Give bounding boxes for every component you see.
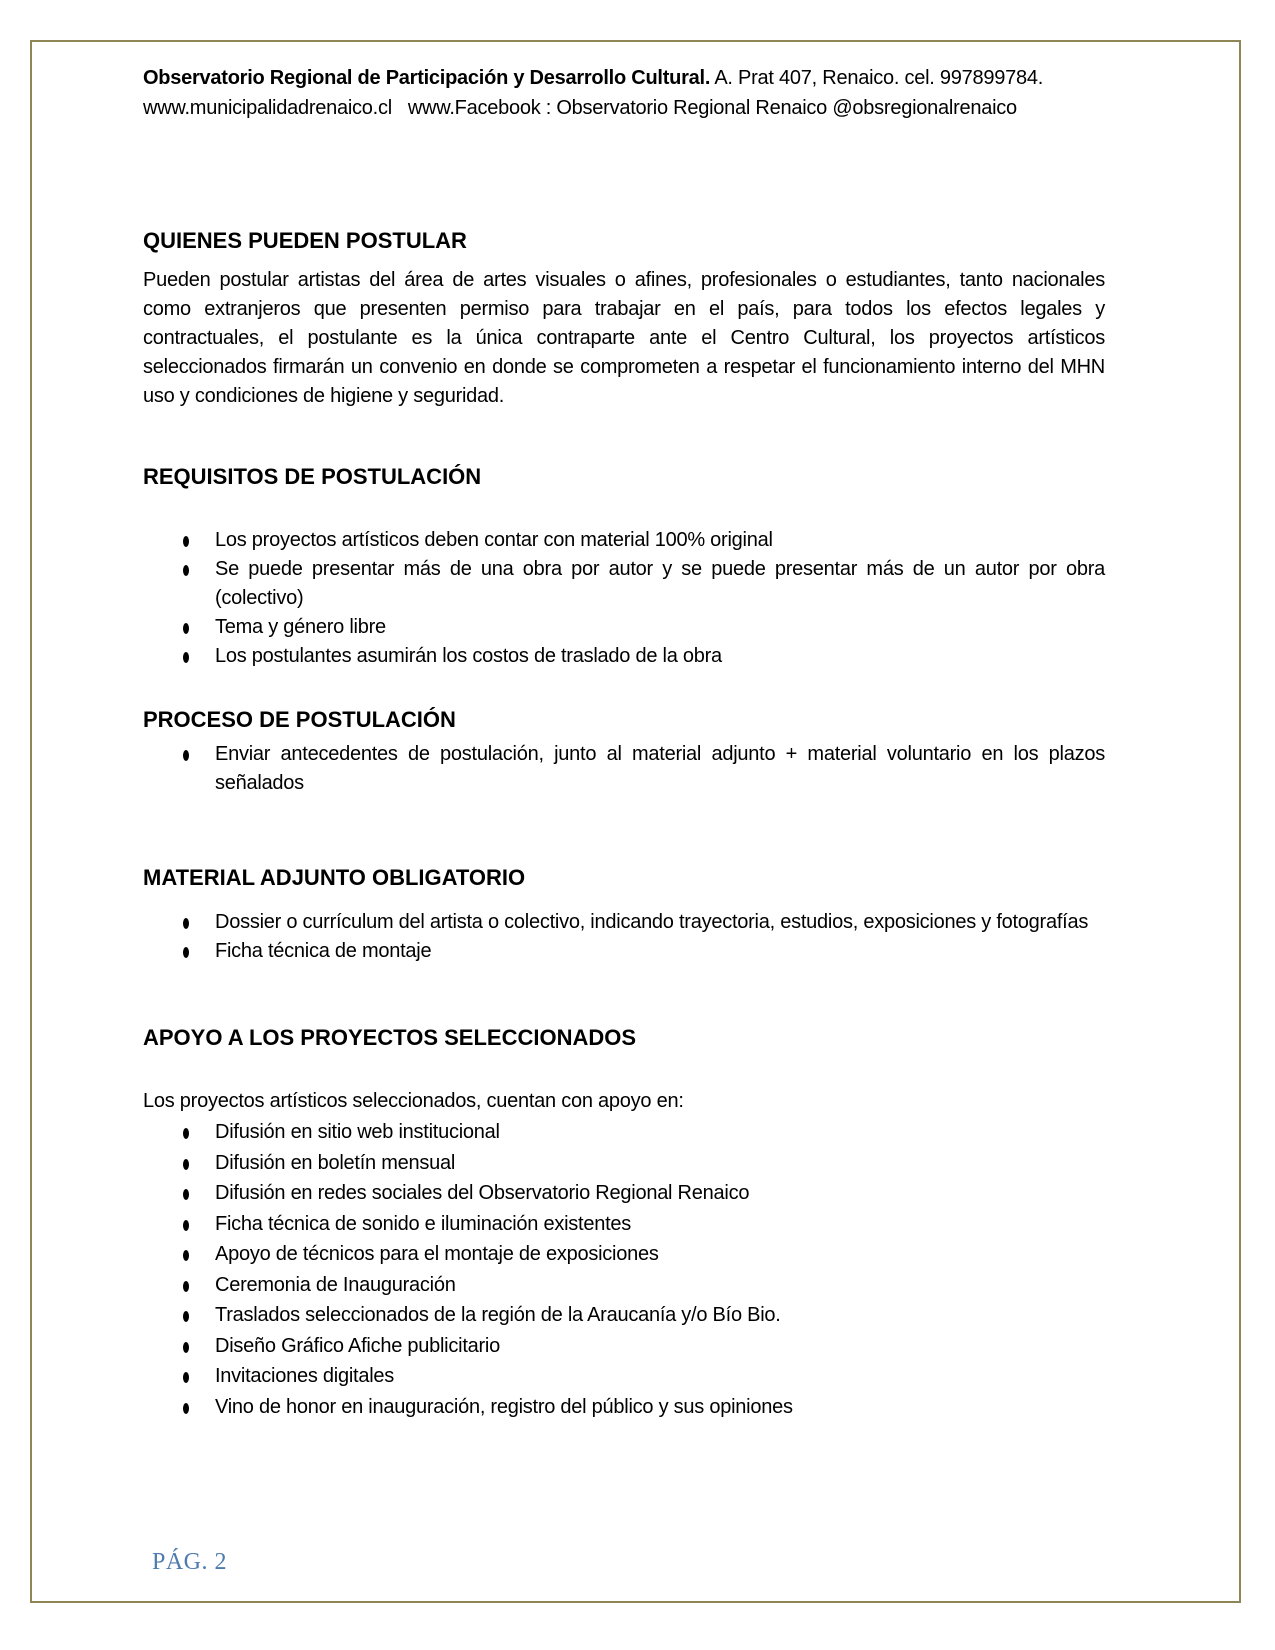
list-item-text: Dossier o currículum del artista o colectivo, indicando trayectoria, estudios, exposiciones y fotografías bbox=[215, 911, 1089, 933]
list-item-text: Los postulantes asumirán los costos de traslado de la obra bbox=[215, 645, 722, 667]
bullet-icon bbox=[183, 947, 189, 958]
list-item-text: Ficha técnica de montaje bbox=[215, 940, 432, 962]
bullet-icon bbox=[183, 1403, 189, 1414]
bullet-icon bbox=[183, 652, 189, 663]
list-item bbox=[143, 555, 1105, 613]
list-item-text: Diseño Gráfico Afiche publicitario bbox=[215, 1334, 500, 1357]
quienes-paragraph: Pueden postular artistas del área de artes visuales o afines, profesionales o estudiantes, tanto nacionales como extranjeros que presenten permiso para trabajar en el país, para todos los efectos legales y contractuales, el postulante es la única contraparte ante el Centro Cultural, los proyectos artísticos seleccionados firmarán un convenio en donde se comprometen a respetar el funcionamiento interno del MHN uso y condiciones de higiene y seguridad. bbox=[143, 269, 1105, 407]
list-item bbox=[143, 1301, 1105, 1330]
header-contact-info: A. Prat 407, Renaico. cel. 997899784. www.municipalidadrenaico.cl www.Facebook : Observatorio Regional Renaico @obsregionalrenaico bbox=[143, 67, 1049, 119]
bullet-icon bbox=[183, 918, 189, 929]
bullet-icon bbox=[183, 1189, 189, 1200]
list-item-text: Ficha técnica de sonido e iluminación existentes bbox=[215, 1212, 632, 1235]
list-item bbox=[143, 1332, 1105, 1361]
bullet-icon bbox=[183, 1220, 189, 1231]
document-header bbox=[143, 63, 1105, 123]
bullet-icon bbox=[183, 1159, 189, 1170]
list-item bbox=[143, 1118, 1105, 1147]
list-item bbox=[143, 1393, 1105, 1422]
section-heading-proceso: PROCESO DE POSTULACIÓN bbox=[143, 707, 456, 732]
list-item-text: Difusión en sitio web institucional bbox=[215, 1121, 500, 1143]
section-heading-quienes-pueden-postular: QUIENES PUEDEN POSTULAR bbox=[143, 228, 467, 253]
apoyo-intro-text: Los proyectos artísticos seleccionados, cuentan con apoyo en: bbox=[143, 1090, 684, 1112]
list-item bbox=[143, 908, 1105, 937]
list-item bbox=[143, 1240, 1105, 1269]
list-item-text: Apoyo de técnicos para el montaje de exposiciones bbox=[215, 1243, 659, 1265]
list-item bbox=[143, 937, 1105, 966]
list-item-text: Traslados seleccionados de la región de la Araucanía y/o Bío Bio. bbox=[215, 1304, 781, 1326]
list-item-text: Tema y género libre bbox=[215, 616, 386, 638]
list-item bbox=[143, 1149, 1105, 1178]
list-item bbox=[143, 1271, 1105, 1300]
list-item bbox=[143, 1362, 1105, 1391]
list-item-text: Se puede presentar más de una obra por autor y se puede presentar más de un autor por obra (colectivo) bbox=[215, 558, 1105, 609]
list-item-text: Difusión en redes sociales del Observatorio Regional Renaico bbox=[215, 1182, 750, 1204]
apoyo-list bbox=[143, 1118, 1105, 1422]
list-item-text: Ceremonia de Inauguración bbox=[215, 1273, 456, 1296]
bullet-icon bbox=[183, 565, 189, 576]
list-item bbox=[143, 1210, 1105, 1239]
material-adjunto-list bbox=[143, 908, 1105, 966]
section-heading-material-adjunto: MATERIAL ADJUNTO OBLIGATORIO bbox=[143, 865, 526, 890]
list-item-text: Difusión en boletín mensual bbox=[215, 1151, 456, 1174]
list-item bbox=[143, 642, 1105, 671]
list-item-text: Los proyectos artísticos deben contar con material 100% original bbox=[215, 529, 773, 551]
page-content bbox=[143, 0, 1105, 1423]
bullet-icon bbox=[183, 1250, 189, 1261]
bullet-icon bbox=[183, 750, 189, 761]
list-item bbox=[143, 526, 1105, 555]
list-item bbox=[143, 740, 1105, 798]
bullet-icon bbox=[183, 1342, 189, 1353]
section-heading-requisitos: REQUISITOS DE POSTULACIÓN bbox=[143, 464, 482, 489]
requisitos-list bbox=[143, 526, 1105, 671]
list-item-text: Invitaciones digitales bbox=[215, 1365, 395, 1387]
list-item bbox=[143, 613, 1105, 642]
section-heading-apoyo: APOYO A LOS PROYECTOS SELECCIONADOS bbox=[143, 1025, 637, 1050]
bullet-icon bbox=[183, 623, 189, 634]
bullet-icon bbox=[183, 1311, 189, 1322]
proceso-list bbox=[143, 740, 1105, 798]
page-number: PÁG. 2 bbox=[152, 1549, 228, 1575]
bullet-icon bbox=[183, 1128, 189, 1139]
list-item-text: Enviar antecedentes de postulación, junto al material adjunto + material voluntario en los plazos señalados bbox=[215, 743, 1105, 794]
bullet-icon bbox=[183, 1281, 189, 1292]
header-organization-name: Observatorio Regional de Participación y Desarrollo Cultural. bbox=[143, 67, 711, 89]
bullet-icon bbox=[183, 536, 189, 547]
bullet-icon bbox=[183, 1372, 189, 1383]
list-item bbox=[143, 1179, 1105, 1208]
list-item-text: Vino de honor en inauguración, registro del público y sus opiniones bbox=[215, 1395, 793, 1418]
